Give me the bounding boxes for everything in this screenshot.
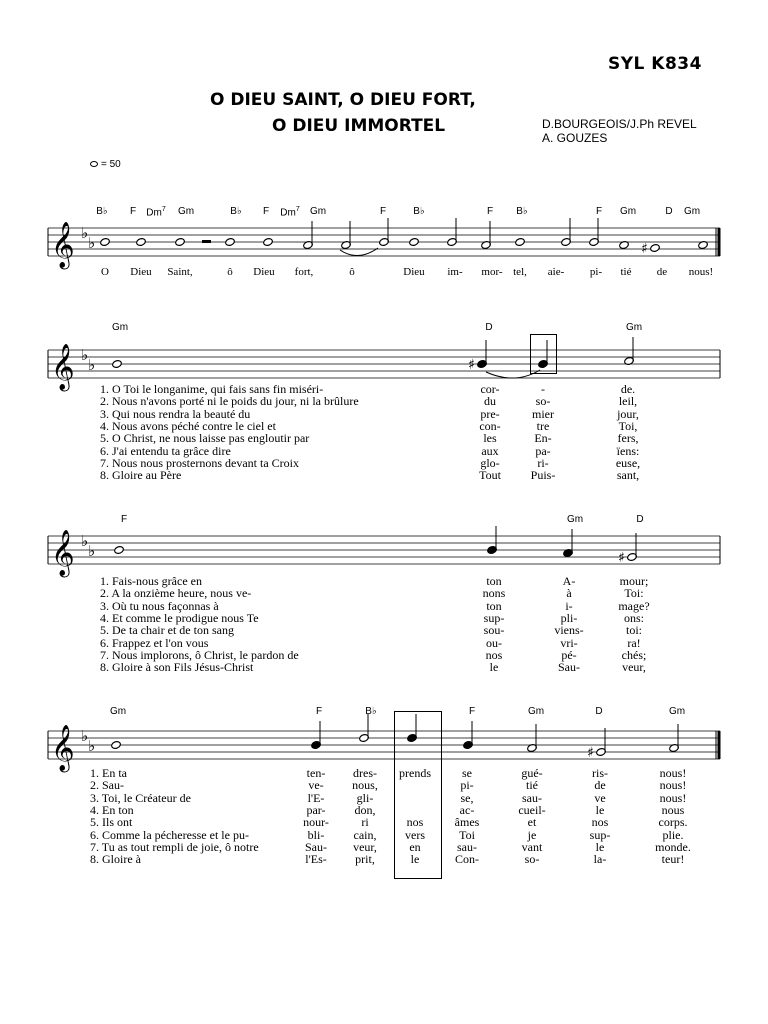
verse-syllable: l'E- (307, 790, 325, 805)
verse-line-text: 6. Comme la pécheresse et le pu- (90, 827, 249, 842)
verse-syllable: pé- (561, 647, 577, 662)
verse-syllable: ten- (306, 766, 326, 780)
flat-icon: ♭ (419, 206, 425, 217)
whole-note (111, 740, 122, 749)
verse-syllable: sau- (522, 790, 542, 805)
chord-root: B (230, 206, 237, 217)
verse-syllable: monde. (655, 839, 691, 854)
verse-syllable: so- (524, 852, 540, 867)
verse-line-text: 3. Qui nous rendra la beauté du (100, 406, 251, 421)
chord-symbol (665, 206, 672, 217)
lyric-word: tel, (513, 266, 527, 278)
chord-symbol (380, 206, 386, 217)
verse-syllable: en (409, 839, 421, 854)
verse-syllable: Toi: (624, 586, 644, 601)
sharp-icon: ♯ (618, 550, 625, 566)
chord-symbol: D (595, 706, 603, 717)
flat-icon: ♭ (88, 234, 96, 252)
verse-syllable: dres- (353, 766, 377, 780)
melody-note (100, 237, 111, 246)
verse-syllable: le (410, 852, 420, 867)
chord-symbol (413, 206, 424, 217)
verse-line-text: 2. A la onzième heure, nous ve- (100, 586, 252, 601)
verse-syllable: euse, (615, 455, 641, 470)
verse-syllable: nous, (352, 778, 378, 793)
verse-syllable: par- (306, 802, 326, 817)
verse-line-text: 5. O Christ, ne nous laisse pas engloutir par (100, 431, 310, 446)
verse-syllable: ton (486, 574, 502, 588)
verse-syllable: gué- (521, 766, 543, 780)
flat-icon: ♭ (81, 532, 89, 550)
verse-line-text: 1. O Toi le longanime, qui fais sans fin miséri- (100, 382, 324, 396)
verse-line-text: 5. Ils ont (90, 815, 133, 830)
verse-syllable: i- (565, 598, 573, 613)
chord-root: F (595, 206, 603, 217)
melody-note (409, 237, 420, 246)
chord-symbol: Gm (566, 514, 584, 525)
verse-syllable: ra! (627, 635, 641, 650)
treble-clef-icon: 𝄞 (51, 222, 75, 268)
chord-extension: 7 (295, 206, 300, 213)
verse-line-text: 4. En ton (90, 802, 134, 817)
lyric-word: ô (227, 266, 233, 278)
whole-note (112, 359, 123, 368)
verse-syllable: ri- (537, 455, 549, 470)
chord-symbol (280, 206, 299, 218)
treble-clef-icon: 𝄞 (51, 725, 75, 771)
chord-symbol: F (315, 706, 323, 717)
verse-syllable: ac- (459, 802, 475, 817)
melody-note (650, 243, 661, 252)
melody-note (225, 237, 236, 246)
chord-root: B (516, 206, 523, 217)
verse-syllable: le (595, 839, 605, 854)
verse-line-text: 4. Nous avons péché contre le ciel et (100, 418, 276, 433)
treble-clef-icon: 𝄞 (51, 344, 75, 390)
verse-syllable: nous (661, 802, 685, 817)
verse-syllable: pli- (560, 610, 578, 625)
verse-syllable: toi: (625, 623, 643, 638)
lyric-word: aie- (547, 266, 565, 278)
verse-line-text: 4. Et comme le prodigue nous Te (100, 610, 259, 625)
verse-syllable: vant (521, 839, 543, 854)
verse-syllable: sup- (589, 827, 611, 842)
chord-root: F (262, 206, 270, 217)
verse-syllable: mier (532, 406, 554, 421)
chord-root: F (129, 206, 137, 217)
sharp-icon: ♯ (641, 241, 648, 257)
chord-symbol: F (468, 706, 476, 717)
verse-line-text: 7. Nous nous prosternons devant ta Croix (100, 455, 299, 470)
verse-line-text: 1. Fais-nous grâce en (100, 574, 202, 588)
verse-syllable: ve- (308, 778, 324, 793)
verse-syllable: sup- (483, 610, 505, 625)
melody-note (263, 237, 274, 246)
lyric-word: fort, (294, 266, 314, 278)
sharp-icon: ♯ (468, 357, 475, 373)
verse-syllable: nous! (659, 766, 687, 780)
verse-syllable: veur, (622, 660, 646, 675)
verse-syllable: A- (562, 574, 576, 588)
melody-note (136, 237, 147, 246)
verse-syllable: pi- (460, 778, 474, 793)
verse-syllable: glo- (480, 455, 500, 470)
verse-syllable: sant, (616, 468, 640, 483)
verse-syllable: veur, (353, 839, 377, 854)
verse-syllable: vers (405, 827, 425, 842)
chord-symbol: Gm (668, 706, 686, 717)
verse-syllable: se, (460, 790, 474, 805)
verse-syllable: chés; (621, 647, 647, 662)
treble-clef-icon: 𝄞 (51, 530, 75, 576)
title-line-1: O DIEU SAINT, O DIEU FORT, (210, 90, 476, 110)
lyric-word: pi- (589, 266, 603, 278)
lyric-word: Dieu (403, 266, 425, 278)
verse-line-text: 8. Gloire au Père (100, 468, 182, 483)
chord-root: F (379, 206, 387, 217)
chord-root: B (96, 206, 103, 217)
melody-note (175, 237, 186, 246)
verse-syllable: de. (620, 382, 636, 396)
chord-symbol: Gm (109, 706, 127, 717)
verse-syllable: bli- (307, 827, 325, 842)
verse-line-text: 1. En ta (90, 766, 127, 780)
chord-root: B (413, 206, 420, 217)
verse-line-text: 6. Frappez et l'on vous (100, 635, 209, 650)
verse-line-text: 7. Tu as tout rempli de joie, ô notre (90, 839, 259, 854)
flat-icon: ♭ (88, 542, 96, 560)
chord-symbol: D (485, 322, 493, 333)
verse-syllable: nons (482, 586, 506, 601)
verse-syllable: et (527, 815, 537, 830)
sharp-icon: ♯ (587, 745, 594, 761)
verse-line-text: 6. J'ai entendu ta grâce dire (100, 443, 231, 458)
verse-syllable: vri- (560, 635, 578, 650)
verse-syllable: ri (361, 815, 369, 830)
chord-symbol: D (636, 514, 644, 525)
verse-syllable: tre (536, 418, 550, 433)
lyric-word: Dieu (130, 266, 152, 278)
chord-symbol (310, 206, 326, 217)
verse-syllable: Con- (455, 852, 479, 867)
verse-syllable: nour- (303, 815, 329, 830)
chord-symbol (516, 206, 527, 217)
chord-root: Gm (309, 206, 327, 217)
verse-syllable: nos (591, 815, 609, 830)
highlight-box-system4 (394, 711, 442, 879)
lyric-word: tié (620, 266, 632, 278)
lyric-word: ô (349, 266, 355, 278)
flat-icon: ♭ (522, 206, 528, 217)
chord-root: D (665, 206, 673, 217)
verse-syllable: En- (534, 431, 552, 446)
verse-syllable: Toi, (618, 418, 638, 433)
verse-syllable: Toi (459, 827, 475, 842)
chord-root: F (486, 206, 494, 217)
verse-syllable: don, (354, 802, 376, 817)
verse-syllable: cueil- (518, 802, 546, 817)
chord-symbol: Gm (527, 706, 545, 717)
verse-line-text: 2. Sau- (90, 778, 124, 793)
half-rest-icon (202, 240, 211, 243)
chord-symbol: Gm (625, 322, 643, 333)
verse-syllable: Puis- (530, 468, 556, 483)
flat-icon: ♭ (81, 224, 89, 242)
verse-syllable: plie. (662, 827, 684, 842)
verse-line-text: 5. De ta chair et de ton sang (100, 623, 234, 638)
verse-line-text: 8. Gloire à son Fils Jésus-Christ (100, 660, 254, 675)
chord-symbol (263, 206, 269, 217)
verse-syllable: cor- (480, 382, 500, 396)
lyric-word: Saint, (167, 266, 193, 278)
chord-symbol (487, 206, 493, 217)
chord-root: Gm (683, 206, 701, 217)
lyric-word: O (101, 266, 109, 278)
flat-icon: ♭ (88, 356, 96, 374)
chord-symbol (620, 206, 636, 217)
verse-syllable: ve (594, 790, 606, 805)
verse-syllable: pa- (535, 443, 551, 458)
verse-syllable: le (489, 660, 499, 675)
verse-syllable: aux (481, 443, 499, 458)
verse-syllable: ons: (623, 610, 645, 625)
flat-icon: ♭ (81, 727, 89, 745)
lyric-word: mor- (481, 266, 503, 278)
verse-line-text: 3. Toi, le Créateur de (90, 790, 191, 805)
title-line-2: O DIEU IMMORTEL (272, 116, 446, 136)
chord-symbol (130, 206, 136, 217)
verse-syllable: Tout (479, 468, 501, 483)
verse-line-text: 7. Nous implorons, ô Christ, le pardon de (100, 647, 299, 662)
verse-syllable: tié (526, 778, 538, 793)
verse-syllable: se (462, 766, 472, 780)
lyric-word: Dieu (253, 266, 275, 278)
verse-syllable: con- (479, 418, 501, 433)
verse-syllable: prit, (355, 852, 375, 867)
lyric-word: nous! (688, 266, 714, 278)
verse-syllable: nous! (659, 790, 687, 805)
chord-root: Gm (177, 206, 195, 217)
chord-symbol: B♭ (365, 706, 377, 717)
verse-syllable: le (595, 802, 605, 817)
chord-symbol (684, 206, 700, 217)
verse-syllable: viens- (554, 623, 584, 638)
verse-syllable: - (541, 382, 545, 396)
lyric-word: im- (447, 266, 463, 278)
verse-syllable: je (527, 827, 537, 842)
verse-syllable: mour; (619, 574, 649, 588)
verse-syllable: nos (406, 815, 424, 830)
verse-syllable: de (594, 778, 606, 793)
highlight-box-system2 (530, 334, 557, 374)
chord-symbol (230, 206, 241, 217)
verse-syllable: Sau- (558, 660, 580, 675)
verse-syllable: pre- (480, 406, 500, 421)
verse-syllable: fers, (617, 431, 639, 446)
verse-syllable: Sau- (305, 839, 327, 854)
verse-syllable: jour, (617, 406, 639, 421)
verse-syllable: mage? (618, 598, 650, 613)
chord-symbol (596, 206, 602, 217)
verse-syllable: cain, (353, 827, 377, 842)
chord-symbol: Gm (111, 322, 129, 333)
verse-syllable: sou- (483, 623, 505, 638)
verse-syllable: à (566, 586, 572, 601)
verse-syllable: ris- (592, 766, 608, 780)
chord-root: Dm (146, 207, 162, 219)
verse-syllable: leil, (618, 394, 638, 409)
flat-icon: ♭ (236, 206, 242, 217)
verse-line-text: 2. Nous n'avons porté ni le poids du jour, ni la brûlure (100, 394, 359, 409)
verse-syllable: âmes (454, 815, 480, 830)
flat-icon: ♭ (81, 346, 89, 364)
verse-syllable: corps. (658, 815, 688, 830)
verse-syllable: du (484, 394, 496, 409)
tempo-value: = 50 (101, 159, 121, 170)
verse-syllable: ton (486, 598, 502, 613)
authors-line-2: A. GOUZES (542, 131, 608, 145)
verse-syllable: prends (399, 766, 431, 780)
verse-line-text: 8. Gloire à (90, 852, 141, 867)
flat-icon: ♭ (102, 206, 108, 217)
chord-symbol (178, 206, 194, 217)
chord-symbol (96, 206, 107, 217)
verse-syllable: la- (593, 852, 607, 867)
chord-root: Dm (280, 207, 296, 219)
verse-syllable: ïens: (616, 443, 640, 458)
verse-syllable: sau- (457, 839, 477, 854)
verse-line-text: 3. Où tu nous façonnas à (100, 598, 219, 613)
chord-symbol (146, 206, 165, 218)
lyric-word: de (656, 266, 668, 278)
verse-syllable: l'Es- (305, 852, 327, 867)
authors-line-1: D.BOURGEOIS/J.Ph REVEL (542, 117, 697, 131)
chord-root: Gm (619, 206, 637, 217)
flat-icon: ♭ (88, 737, 96, 755)
song-code: SYL K834 (608, 54, 702, 74)
verse-syllable: nous! (659, 778, 687, 793)
whole-note (114, 545, 125, 554)
chord-extension: 7 (161, 206, 166, 213)
verse-syllable: so- (535, 394, 551, 409)
verse-syllable: les (483, 431, 497, 446)
melody-note (515, 237, 526, 246)
flat-icon: ♭ (371, 706, 377, 717)
verse-syllable: nos (485, 647, 503, 662)
chord-symbol: F (120, 514, 128, 525)
verse-syllable: gli- (356, 790, 374, 805)
verse-syllable: ou- (486, 635, 502, 650)
verse-syllable: teur! (661, 852, 685, 867)
